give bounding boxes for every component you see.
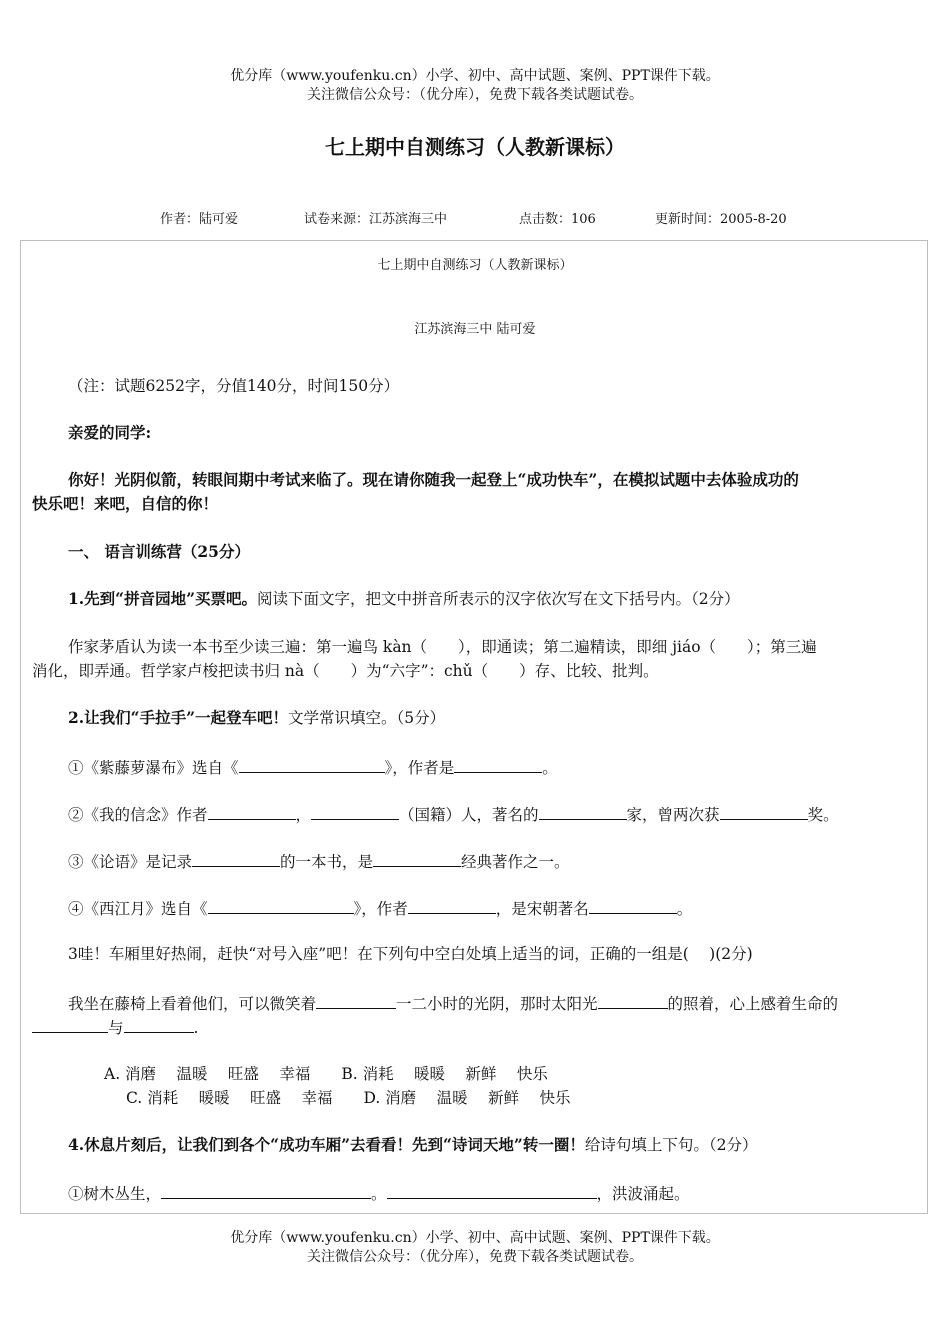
answer-blank[interactable] bbox=[192, 850, 280, 867]
question-1-label: 1.先到“拼音园地”买票吧。 bbox=[68, 589, 258, 608]
text-segment: 经典著作之一。 bbox=[461, 853, 570, 871]
question-2-instruction: 文学常识填空。（5分） bbox=[288, 709, 446, 727]
meta-author: 作者：陆可爱 bbox=[160, 212, 239, 227]
question-2-item-d bbox=[68, 897, 692, 919]
header-line-2: 关注微信公众号：（优分库），免费下载各类试题试卷。 bbox=[307, 87, 643, 103]
question-3-sentence-1 bbox=[68, 992, 838, 1014]
text-segment: 的一本书，是 bbox=[280, 853, 374, 871]
answer-blank[interactable] bbox=[589, 897, 677, 914]
answer-blank[interactable] bbox=[311, 803, 399, 820]
question-3-title: 3哇！车厢里好热闹，赶快“对号入座”吧！在下列句中空白处填上适当的词，正确的一组是( )(2分) bbox=[68, 945, 753, 963]
text-segment: ③《论语》是记录 bbox=[68, 853, 193, 871]
question-2-item-b bbox=[68, 803, 839, 825]
question-3-sentence-2 bbox=[32, 1016, 198, 1038]
question-3-options-cd: C. 消耗 暖暖 旺盛 幸福 D. 消磨 温暖 新鲜 快乐 bbox=[126, 1089, 571, 1107]
intro-line-1: 你好！光阴似箭，转眼间期中考试来临了。现在请你随我一起登上“成功快车”，在模拟试题中去体验成功的 bbox=[68, 470, 799, 489]
answer-blank[interactable] bbox=[32, 1016, 108, 1033]
document-title: 七上期中自测练习（人教新课标） bbox=[325, 135, 625, 159]
answer-blank[interactable] bbox=[454, 756, 542, 773]
text-segment: ，洪波涌起。 bbox=[596, 1185, 690, 1203]
intro-line-2: 快乐吧！来吧，自信的你！ bbox=[32, 494, 219, 513]
answer-blank[interactable] bbox=[539, 803, 627, 820]
inner-title: 七上期中自测练习（人教新课标） bbox=[377, 258, 573, 273]
text-segment: 。 bbox=[371, 1185, 387, 1203]
text-segment: ①树木丛生， bbox=[68, 1185, 162, 1203]
footer-line-1: 优分库（www.youfenku.cn）小学、初中、高中试题、案例、PPT课件下载。 bbox=[230, 1230, 720, 1246]
greeting: 亲爱的同学: bbox=[68, 423, 152, 442]
answer-blank[interactable] bbox=[124, 1016, 194, 1033]
question-1-instruction: 阅读下面文字，把文中拼音所表示的汉字依次写在文下括号内。（2分） bbox=[257, 590, 740, 608]
footer-line-2: 关注微信公众号：（优分库），免费下载各类试题试卷。 bbox=[307, 1249, 643, 1265]
meta-updated: 更新时间：2005-8-20 bbox=[655, 212, 787, 227]
question-2-item-a bbox=[68, 756, 558, 778]
text-segment: ， bbox=[295, 806, 312, 824]
question-1-passage-2: 消化，即弄通。哲学家卢梭把读书归 nà（ ）为“六字”：chǔ（ ）存、比较、批判。 bbox=[32, 662, 659, 680]
answer-blank[interactable] bbox=[208, 803, 296, 820]
meta-clicks: 点击数：106 bbox=[519, 212, 596, 227]
meta-source: 试卷来源：江苏滨海三中 bbox=[304, 212, 448, 227]
text-segment: 》，作者 bbox=[353, 900, 408, 918]
text-segment: 》，作者是 bbox=[384, 759, 455, 777]
exam-note: （注：试题6252字，分值140分，时间150分） bbox=[68, 377, 400, 395]
answer-blank[interactable] bbox=[161, 1182, 371, 1199]
text-segment: 的照着，心上感着生命的 bbox=[667, 995, 839, 1013]
text-segment: ④《西江月》选自《 bbox=[68, 900, 208, 918]
answer-blank[interactable] bbox=[239, 756, 385, 773]
answer-blank[interactable] bbox=[720, 803, 808, 820]
question-1-title bbox=[68, 589, 740, 609]
question-3-options-ab: A. 消磨 温暖 旺盛 幸福 B. 消耗 暖暖 新鲜 快乐 bbox=[104, 1065, 548, 1083]
question-2-item-c bbox=[68, 850, 570, 872]
question-4-instruction: 给诗句填上下句。（2分） bbox=[584, 1136, 758, 1154]
text-segment: 我坐在藤椅上看着他们，可以微笑着 bbox=[68, 995, 317, 1013]
text-segment: 家，曾两次获 bbox=[626, 806, 720, 824]
text-segment: 。 bbox=[542, 759, 558, 777]
question-2-title bbox=[68, 708, 445, 728]
text-segment: ，是宋朝著名 bbox=[495, 900, 589, 918]
text-segment: 一二小时的光阴，那时太阳光 bbox=[396, 995, 598, 1013]
answer-blank[interactable] bbox=[316, 992, 396, 1009]
text-segment: 。 bbox=[676, 900, 693, 918]
section-heading-1: 一、 语言训练营（25分） bbox=[68, 542, 250, 561]
answer-blank[interactable] bbox=[373, 850, 461, 867]
answer-blank[interactable] bbox=[208, 897, 354, 914]
text-segment: 奖。 bbox=[807, 806, 839, 824]
question-2-label: 2.让我们“手拉手”一起登车吧！ bbox=[68, 708, 289, 727]
question-1-passage-1: 作家茅盾认为读一本书至少读三遍：第一遍鸟 kàn（ ），即通读；第二遍精读，即细 jiáo（ ）；第三遍 bbox=[68, 638, 817, 656]
text-segment: . bbox=[193, 1019, 199, 1037]
text-segment: ①《紫藤萝瀑布》选自《 bbox=[68, 759, 239, 777]
text-segment: 与 bbox=[108, 1019, 124, 1037]
text-segment: （国籍）人，著名的 bbox=[399, 806, 539, 824]
answer-blank[interactable] bbox=[387, 1182, 597, 1199]
answer-blank[interactable] bbox=[408, 897, 496, 914]
question-4-item-1 bbox=[68, 1182, 690, 1204]
question-4-label: 4.休息片刻后，让我们到各个“成功车厢”去看看！先到“诗词天地”转一圈！ bbox=[68, 1135, 585, 1154]
header-line-1: 优分库（www.youfenku.cn）小学、初中、高中试题、案例、PPT课件下载。 bbox=[230, 68, 720, 84]
question-4-title bbox=[68, 1135, 757, 1155]
text-segment: ②《我的信念》作者 bbox=[68, 806, 208, 824]
answer-blank[interactable] bbox=[598, 992, 668, 1009]
school-author: 江苏滨海三中 陆可爱 bbox=[414, 322, 536, 337]
